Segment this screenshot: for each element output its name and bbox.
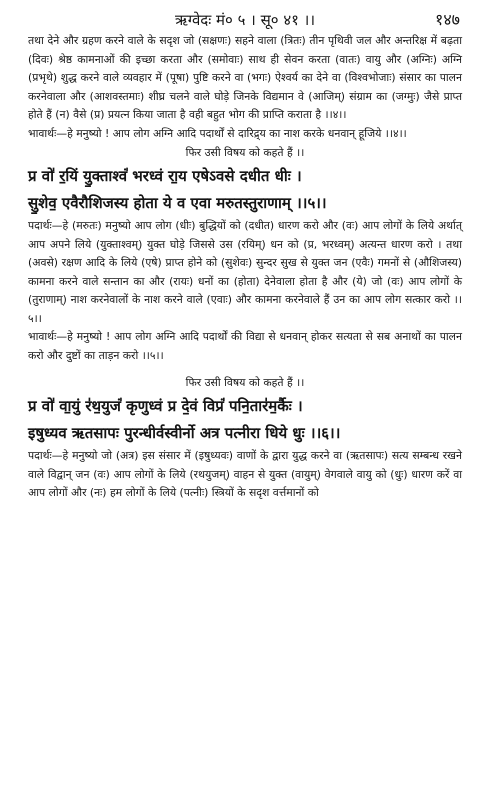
bhavartha-5: भावार्थः—हे मनुष्यो ! आप लोग अग्नि आदि पदार्थों की विद्या से धनवान् होकर सत्यता से सब अनाथों का पालन करो और दुष्टों का ताड़न करो ।।५।।: [28, 330, 462, 362]
page-number: १४७: [435, 10, 460, 29]
mantra-5-line-2: सु॒शेव॒ एवैरौशिजस्य होता ये व एवा मरुतस्तुराणाम् ।।५।।: [28, 194, 327, 212]
mantra-6-line-2: इषुध्यव ऋतसापः पुरन्धीर्वस्वीर्नो अत्र पत्नीरा धिये धुः ।।६।।: [28, 424, 341, 442]
section-intro-5: फिर उसी विषय को कहते हैं ।।: [185, 146, 305, 159]
mantra-5-line-1: प्र वो॑ र॒यिं यु॒क्ताश्वं॑ भरध्वं रा॒य एषेऽवसे दधीत धीः ।: [28, 167, 302, 185]
padartha-6: पदार्थः—हे मनुष्यो जो (अत्र) इस संसार में (इषुध्यवः) वाणों के द्वारा युद्ध करने वा (ऋतसापः) सत्य सम्बन्ध रखने वाले विद्वान् जन (वः) आप लोगों के लिये (रथयुजम्) वाहन से युक्त (वायुम्) वेगवाले वायु को (धुः) धारण करें वा आप लोगों और (नः) हम लोगों के लिये (पत्नीः) स्त्रियों के सदृश वर्त्तमानों को: [28, 449, 462, 499]
section-intro-6: फिर उसी विषय को कहते हैं ।।: [185, 376, 305, 389]
padartha-4-continued: तथा देने और ग्रहण करने वाले के सदृश जो (सक्षणः) सहने वाला (त्रितः) तीन पृथिवी जल और अन्तरिक्ष में बढ़ता (दिवः) श्रेष्ठ कामनाओं की इच्छा करता और (समोवाः) साथ ही सेवन करता (वातः) वायु और (अग्निः) अग्नि (प्रभृथे) शुद्ध करने वाले व्यवहार में (पूषा) पुष्टि करने वा (भगः) ऐश्वर्य का देने वा (विश्वभोजाः) संसार का पालन करनेवाला और (आशवस्तमाः) शीघ्र चलने वाले घोड़े जिनके विद्यमान वे (आजिम्) संग्राम का (जग्मुः) जैसे प्राप्त होते हैं (न) वैसे (प्र) प्रयत्न किया जाता है वही बहुत भोग की प्राप्ति कराता है ।।४।।: [28, 34, 462, 121]
bhavartha-4: भावार्थः—हे मनुष्यो ! आप लोग अग्नि आदि पदार्थों से दारिद्र्य का नाश करके धनवान् हूजिये ।।४।।: [28, 126, 407, 140]
mantra-6-line-1: प्र वो॑ वा॒युं र॑थ॒युजं॑ कृणुध्वं प्र दे॒वं विप्रं॑ पनि॒तार॑म॒र्कैः ।: [28, 397, 303, 415]
header-title: ऋग्वेदः मं० ५ । सू० ४१ ।।: [174, 11, 316, 29]
running-header: [28, 6, 462, 32]
padartha-5: पदार्थः—हे (मरुतः) मनुष्यो आप लोग (धीः) बुद्धियों को (दधीत) धारण करो और (वः) आप लोगों के लिये अर्थात् आप अपने लिये (युक्ताश्वम्) युक्त घोड़े जिससे उस (रयिम्) धन को (प्र, भरध्वम्) अत्यन्त धारण करो । तथा (अवसे) रक्षण आदि के लिये (एषे) प्राप्त होने को (सुशेवः) सुन्दर सुख से युक्त जन (एवैः) गमनों से (औशिजस्य) कामना करने वाले सन्तान का और (रायः) धनों का (होता) देनेवाला होता है और (ये) जो (वः) आप लोगों के (तुराणाम्) नाश करनेवालों के नाश करने वाले (एवाः) और कामना करनेवाले हैं उन का आप लोग सत्कार करो ।।५।।: [28, 219, 462, 325]
